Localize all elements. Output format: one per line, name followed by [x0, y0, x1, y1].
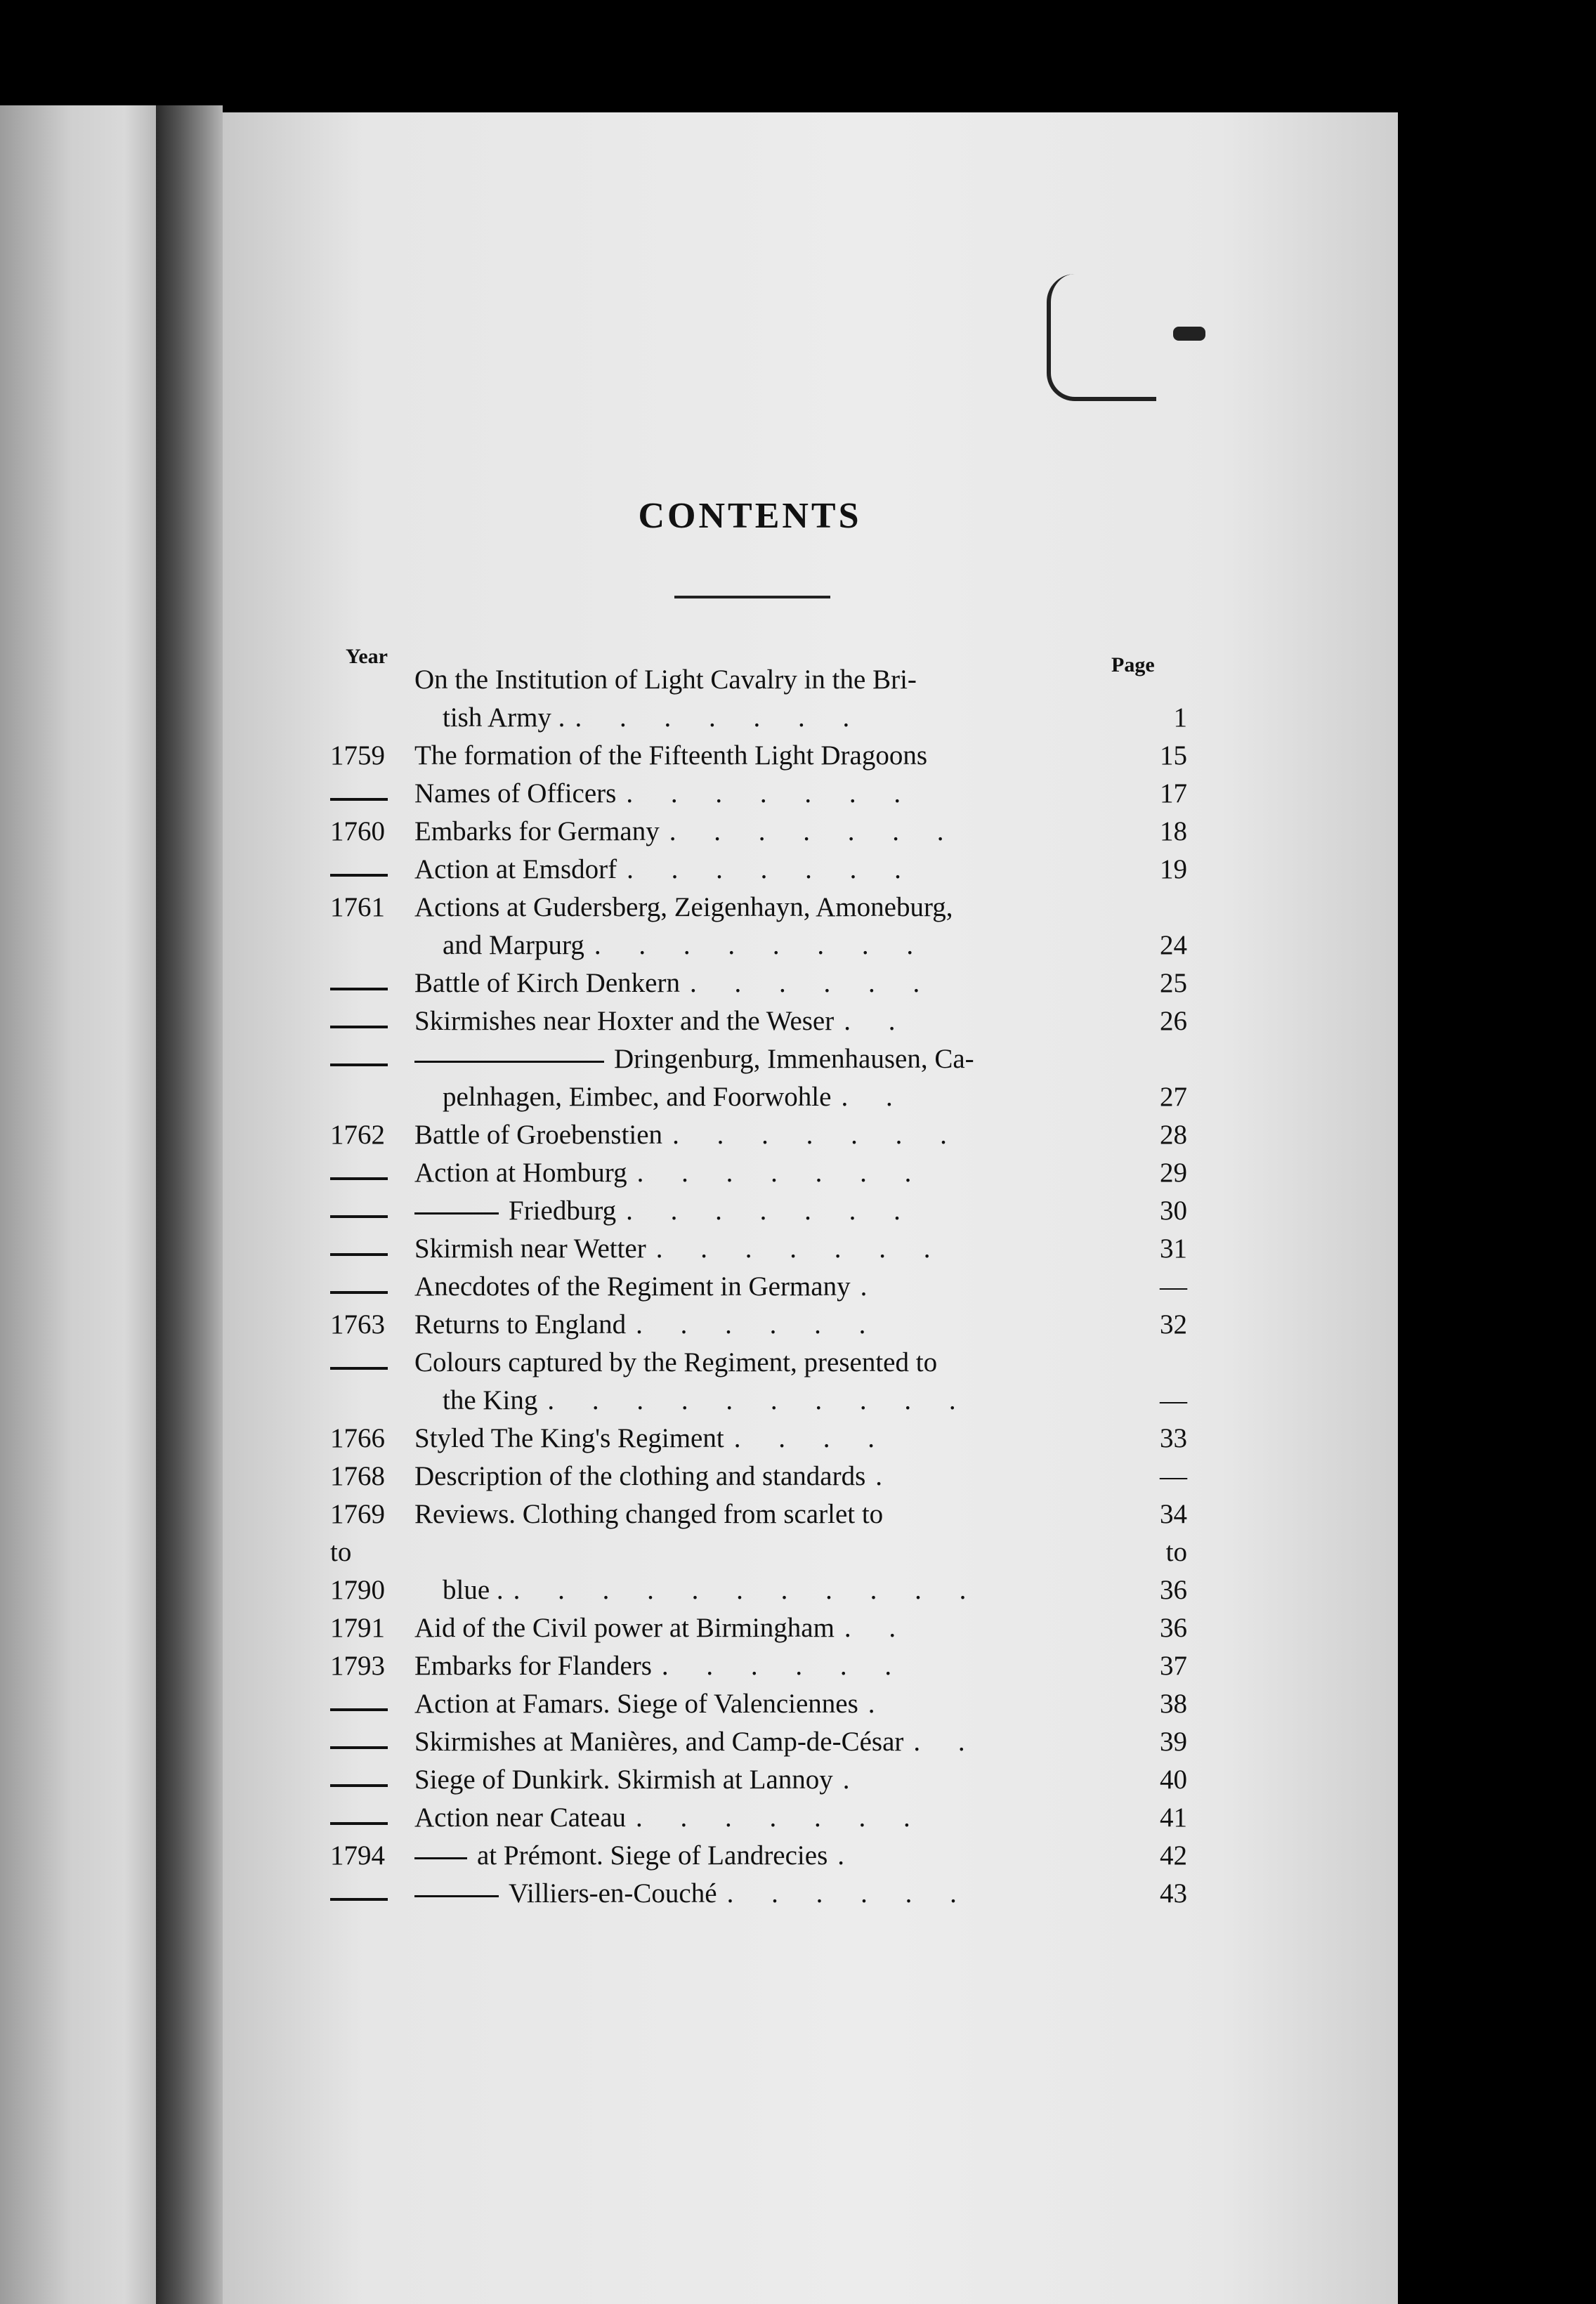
- toc-entry: [330, 1878, 1187, 1916]
- toc-entry: [330, 1650, 1187, 1688]
- dot-leader: . . . . . . .: [672, 1120, 962, 1150]
- dot-leader: .: [837, 1840, 860, 1871]
- entry-page-number: —: [1160, 1461, 1187, 1491]
- entry-title: Battle of Groebenstien . . . . . . .: [414, 1120, 962, 1150]
- toc-entry: [330, 702, 1187, 740]
- toc-entry: [330, 1347, 1187, 1385]
- toc-entry: [330, 853, 1187, 891]
- toc-entry: [330, 1309, 1187, 1347]
- entry-page-number: 40: [1160, 1765, 1187, 1795]
- dot-leader: . . . . . .: [661, 1651, 908, 1681]
- dot-leader: . . . . . .: [636, 1309, 882, 1340]
- entry-title: Battle of Kirch Denkern . . . . . .: [414, 968, 936, 998]
- entry-page-number: 38: [1160, 1689, 1187, 1719]
- dot-leader: . .: [844, 1006, 911, 1036]
- entry-page-number: —: [1160, 1385, 1187, 1415]
- entry-title: Embarks for Flanders . . . . . .: [414, 1651, 908, 1681]
- dot-leader: . . . . . . . .: [594, 930, 929, 960]
- entry-title: Action at Famars. Siege of Valenciennes .: [414, 1689, 891, 1719]
- dot-leader: . . . . . . .: [626, 778, 917, 809]
- entry-title: Description of the clothing and standards .: [414, 1461, 898, 1491]
- entry-title: Action at Emsdorf . . . . . . .: [414, 854, 917, 884]
- entry-title: and Marpurg . . . . . . . .: [443, 930, 929, 960]
- entry-page-number: 15: [1160, 740, 1187, 771]
- dot-leader: . . . . . . .: [627, 854, 917, 884]
- entry-year: 1769: [330, 1499, 385, 1529]
- ditto-dash: [330, 1063, 388, 1066]
- entry-title: On the Institution of Light Cavalry in the Bri-: [414, 665, 917, 695]
- handwritten-mark: [1047, 274, 1156, 401]
- entry-title: Skirmishes at Manières, and Camp-de-César . .: [414, 1727, 981, 1757]
- toc-entry: [330, 1840, 1187, 1878]
- dot-leader: .: [868, 1689, 891, 1719]
- entry-page-number: 27: [1160, 1082, 1187, 1112]
- table-of-contents: [330, 664, 1187, 1916]
- entry-title: Action near Cateau . . . . . . .: [414, 1802, 926, 1833]
- toc-entry: [330, 1764, 1187, 1802]
- dot-leader: . . . . . . .: [636, 1158, 927, 1188]
- dot-leader: .: [875, 1461, 898, 1491]
- entry-title: Aid of the Civil power at Birmingham . .: [414, 1613, 912, 1643]
- entry-title: at Prémont. Siege of Landrecies .: [414, 1840, 1097, 1871]
- entry-page-number: 29: [1160, 1158, 1187, 1188]
- toc-entry: [330, 740, 1187, 778]
- ditto-dash: [330, 874, 388, 877]
- toc-entry: [330, 1233, 1187, 1271]
- dot-leader: . . . . . . .: [669, 816, 960, 846]
- ink-blot: [1173, 327, 1205, 341]
- dot-leader: .: [842, 1765, 865, 1795]
- entry-year: 1793: [330, 1651, 385, 1681]
- toc-entry: [330, 778, 1187, 816]
- entry-year: 1790: [330, 1575, 385, 1605]
- ditto-dash: [330, 1177, 388, 1180]
- ditto-dash: [330, 1215, 388, 1218]
- toc-entry: [330, 929, 1187, 967]
- entry-page-number: 36: [1160, 1613, 1187, 1643]
- entry-title: Action at Homburg . . . . . . .: [414, 1158, 927, 1188]
- ditto-dash: [330, 988, 388, 990]
- entry-title: Colours captured by the Regiment, presented to: [414, 1347, 938, 1377]
- toc-entry: [330, 1157, 1187, 1195]
- dot-leader: . .: [913, 1727, 981, 1757]
- entry-title: Skirmishes near Hoxter and the Weser . .: [414, 1006, 911, 1036]
- ditto-dash: [330, 1253, 388, 1256]
- entry-page-number: 31: [1160, 1233, 1187, 1264]
- entry-title: Actions at Gudersberg, Zeigenhayn, Amoneburg,: [414, 892, 953, 922]
- ditto-dash: [330, 798, 388, 801]
- dot-leader: . . . . . . .: [626, 1196, 916, 1226]
- entry-title: Reviews. Clothing changed from scarlet to: [414, 1499, 884, 1529]
- entry-page-number: 34: [1160, 1499, 1187, 1529]
- toc-entry: [330, 1574, 1187, 1612]
- ditto-dash: [330, 1822, 388, 1825]
- page-title: CONTENTS: [638, 496, 862, 536]
- entry-title: Names of Officers . . . . . . .: [414, 778, 917, 809]
- dot-leader: . . . . . . .: [655, 1233, 946, 1264]
- entry-page-number: 33: [1160, 1423, 1187, 1453]
- entry-year: to: [330, 1537, 352, 1567]
- toc-entry: [330, 891, 1187, 929]
- toc-entry: [330, 1802, 1187, 1840]
- title-rule: [674, 596, 830, 598]
- facing-page-edge: [0, 105, 156, 2304]
- ditto-rule: [414, 1857, 467, 1859]
- entry-title: blue . . . . . . . . . . . .: [443, 1575, 982, 1605]
- entry-title: Returns to England . . . . . .: [414, 1309, 882, 1340]
- ditto-dash: [330, 1291, 388, 1294]
- toc-entry: [330, 1119, 1187, 1157]
- ditto-dash: [330, 1784, 388, 1787]
- page-column-header: Page: [1111, 653, 1155, 676]
- dot-leader: . . . . . . .: [636, 1802, 926, 1833]
- entry-page-number: 26: [1160, 1006, 1187, 1036]
- toc-entry: [330, 1385, 1187, 1422]
- entry-page-number: 39: [1160, 1727, 1187, 1757]
- dot-leader: . . . . . . . . . .: [547, 1385, 972, 1415]
- dot-leader: . . . . . . .: [575, 702, 865, 733]
- ditto-rule: [414, 1895, 499, 1897]
- entry-year: 1761: [330, 892, 385, 922]
- entry-page-number: 43: [1160, 1878, 1187, 1909]
- dot-leader: . .: [841, 1082, 908, 1112]
- entry-title: The formation of the Fifteenth Light Dragoons: [414, 740, 927, 771]
- dot-leader: .: [860, 1271, 883, 1302]
- entry-title: Skirmish near Wetter . . . . . . .: [414, 1233, 946, 1264]
- entry-page-number: 24: [1160, 930, 1187, 960]
- entry-page-number: 1: [1173, 702, 1187, 733]
- entry-title: Anecdotes of the Regiment in Germany .: [414, 1271, 883, 1302]
- ditto-dash: [330, 1708, 388, 1711]
- entry-page-number: 18: [1160, 816, 1187, 846]
- entry-page-number: 42: [1160, 1840, 1187, 1871]
- entry-page-number: 28: [1160, 1120, 1187, 1150]
- toc-entry: [330, 664, 1187, 702]
- year-column-header: Year: [346, 645, 388, 668]
- toc-entry: [330, 1081, 1187, 1119]
- dot-leader: . .: [844, 1613, 912, 1643]
- entry-page-number: 32: [1160, 1309, 1187, 1340]
- dot-leader: . . . . . .: [689, 968, 936, 998]
- entry-page-number: —: [1160, 1271, 1187, 1302]
- toc-entry: [330, 1498, 1187, 1536]
- toc-entry: [330, 1422, 1187, 1460]
- ditto-dash: [330, 1746, 388, 1749]
- entry-title: Friedburg . . . . . . .: [414, 1195, 1097, 1226]
- entry-year: 1759: [330, 740, 385, 771]
- entry-year: 1791: [330, 1613, 385, 1643]
- entry-title: tish Army . . . . . . . .: [443, 702, 865, 733]
- entry-title: pelnhagen, Eimbec, and Foorwohle . .: [443, 1082, 908, 1112]
- entry-year: 1763: [330, 1309, 385, 1340]
- ditto-dash: [330, 1026, 388, 1028]
- entry-page-number: 25: [1160, 968, 1187, 998]
- toc-entry: [330, 967, 1187, 1005]
- dot-leader: . . . . . . . . . . .: [513, 1575, 982, 1605]
- toc-entry: [330, 1726, 1187, 1764]
- entry-page-number: to: [1165, 1537, 1187, 1567]
- entry-year: 1794: [330, 1840, 385, 1871]
- entry-year: 1766: [330, 1423, 385, 1453]
- entry-page-number: 19: [1160, 854, 1187, 884]
- toc-entry: [330, 1460, 1187, 1498]
- dot-leader: . . . .: [733, 1423, 890, 1453]
- entry-title: Villiers-en-Couché . . . . . .: [414, 1878, 1097, 1909]
- toc-entry: [330, 1688, 1187, 1726]
- entry-title: Embarks for Germany . . . . . . .: [414, 816, 960, 846]
- entry-title: Dringenburg, Immenhausen, Ca-: [414, 1043, 1097, 1075]
- entry-title: Siege of Dunkirk. Skirmish at Lannoy .: [414, 1765, 865, 1795]
- toc-entry: [330, 816, 1187, 853]
- entry-year: 1762: [330, 1120, 385, 1150]
- entry-year: 1768: [330, 1461, 385, 1491]
- ditto-rule: [414, 1061, 604, 1063]
- toc-entry: [330, 1612, 1187, 1650]
- toc-entry: [330, 1271, 1187, 1309]
- ditto-rule: [414, 1212, 499, 1215]
- entry-year: 1760: [330, 816, 385, 846]
- entry-page-number: 36: [1160, 1575, 1187, 1605]
- toc-entry: [330, 1195, 1187, 1233]
- ditto-dash: [330, 1367, 388, 1370]
- entry-page-number: 41: [1160, 1802, 1187, 1833]
- toc-entry: [330, 1005, 1187, 1043]
- entry-page-number: 30: [1160, 1196, 1187, 1226]
- entry-title: Styled The King's Regiment . . . .: [414, 1423, 890, 1453]
- entry-page-number: 17: [1160, 778, 1187, 809]
- entry-title: the King . . . . . . . . . .: [443, 1385, 972, 1415]
- toc-entry: [330, 1043, 1187, 1081]
- entry-page-number: 37: [1160, 1651, 1187, 1681]
- toc-entry: [330, 1536, 1187, 1574]
- ditto-dash: [330, 1898, 388, 1901]
- book-gutter: [156, 105, 223, 2304]
- dot-leader: . . . . . .: [726, 1878, 972, 1909]
